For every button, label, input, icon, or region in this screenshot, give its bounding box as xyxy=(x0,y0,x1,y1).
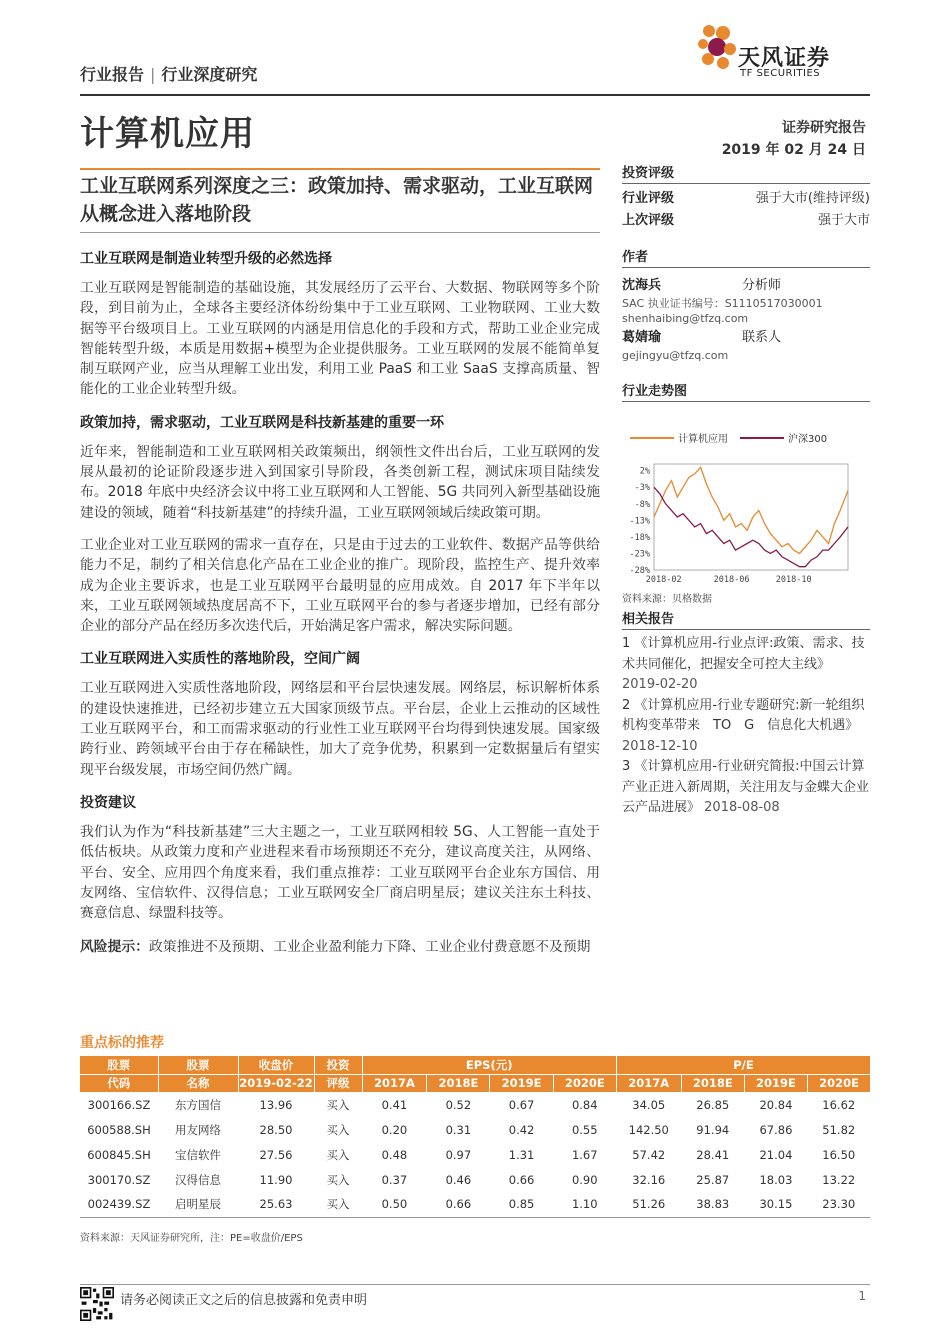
report-type: 证券研究报告 xyxy=(782,120,866,136)
table-row xyxy=(80,1117,870,1142)
table-header-cell: EPS(元) xyxy=(362,1056,616,1074)
footer-disclaimer[interactable]: 请务必阅读正文之后的信息披露和免责申明 xyxy=(120,1293,368,1308)
side-divider xyxy=(622,629,870,630)
risk-warning xyxy=(80,937,600,957)
table-cell: 300170.SZ xyxy=(87,1172,151,1187)
risk-text: 政策推进不及预期、工业企业盈利能力下降、工业企业付费意愿不及预期 xyxy=(148,939,591,956)
x-tick-label: 2018-10 xyxy=(775,575,812,585)
table-header-cell: 股票 xyxy=(158,1056,238,1074)
section-heading: 工业互联网进入实质性的落地阶段，空间广阔 xyxy=(80,651,360,668)
title-divider xyxy=(80,232,600,233)
table-header-row xyxy=(80,1074,870,1092)
table-cell: 0.41 xyxy=(381,1097,408,1112)
table-cell: 买入 xyxy=(314,1192,362,1217)
section-heading: 工业互联网是制造业转型升级的必然选择 xyxy=(80,251,332,267)
chart-source: 资料来源：贝格数据 xyxy=(622,594,712,605)
table-cell: 16.62 xyxy=(822,1097,856,1112)
y-tick-label: -18% xyxy=(629,532,650,543)
table-header-row xyxy=(80,1056,870,1074)
table-cell: 27.56 xyxy=(259,1147,293,1162)
table-cell: 启明星辰 xyxy=(158,1192,238,1217)
table-cell: 23.30 xyxy=(808,1192,870,1217)
table-cell: 28.41 xyxy=(696,1147,730,1162)
section-heading: 政策加持，需求驱动，工业互联网是科技新基建的重要一环 xyxy=(80,414,444,431)
table-header-cell: 股票 xyxy=(80,1056,158,1074)
table-cell: 1.67 xyxy=(571,1147,598,1162)
table-cell: 13.22 xyxy=(822,1172,856,1187)
trend-heading: 行业走势图 xyxy=(622,384,688,399)
breadcrumb-separator: | xyxy=(150,65,156,84)
y-tick-label: -13% xyxy=(629,516,650,527)
table-cell: 26.85 xyxy=(696,1097,730,1112)
section xyxy=(80,792,600,923)
section xyxy=(80,248,600,400)
author-name: 沈海兵 xyxy=(622,278,662,293)
section xyxy=(80,412,600,637)
page-number: 1 xyxy=(858,1289,866,1303)
logo-subtitle: TF SECURITIES xyxy=(740,68,821,79)
table-cell: 600845.SH xyxy=(87,1147,151,1162)
side-divider xyxy=(622,401,870,402)
table-cell: 18.03 xyxy=(759,1172,793,1187)
table-cell: 0.42 xyxy=(508,1122,535,1137)
table-cell: 0.37 xyxy=(381,1172,408,1187)
side-divider xyxy=(622,267,870,268)
table-cell: 25.63 xyxy=(238,1192,314,1217)
table-cell: 用友网络 xyxy=(175,1122,221,1137)
table-row xyxy=(80,1192,870,1217)
author-row xyxy=(622,276,870,296)
breadcrumb xyxy=(80,62,257,85)
breadcrumb-item: 行业深度研究 xyxy=(161,65,258,84)
y-tick-label: -28% xyxy=(629,566,650,576)
legend-label: 沪深300 xyxy=(788,434,828,445)
y-tick-label: -8% xyxy=(634,499,650,510)
table-header-cell: 投资 xyxy=(314,1056,362,1074)
table-cell: 0.66 xyxy=(508,1172,535,1187)
series-line-computer-app xyxy=(654,467,848,553)
table-header-cell: 2019E xyxy=(744,1074,807,1092)
logo-name: 天风证券 xyxy=(738,46,831,71)
table-header-cell: 2018E xyxy=(427,1074,490,1092)
table-header-cell: 2018E xyxy=(681,1074,744,1092)
table-cell: 买入 xyxy=(326,1147,350,1162)
trend-block xyxy=(622,380,870,605)
footer-divider xyxy=(80,1284,870,1285)
table-cell: 28.50 xyxy=(259,1122,293,1137)
rating-key: 上次评级 xyxy=(622,213,675,228)
x-tick-label: 2018-02 xyxy=(645,575,682,585)
related-report-item[interactable] xyxy=(622,696,870,758)
rating-block xyxy=(622,162,870,232)
table-cell: 东方国信 xyxy=(175,1097,221,1112)
table-cell: 买入 xyxy=(326,1122,350,1137)
related-report-title: 3 《计算机应用-行业研究简报:中国云计算产业正进入新周期，关注用友与金蝶大企业云产品进展》 xyxy=(622,759,870,815)
table-cell: 0.50 xyxy=(362,1192,427,1217)
table-cell: 1.10 xyxy=(553,1192,616,1217)
table-header-cell: 2020E xyxy=(553,1074,616,1092)
table-cell: 51.26 xyxy=(616,1192,681,1217)
table-cell: 300166.SZ xyxy=(87,1097,151,1112)
report-title: 工业互联网系列深度之三：政策加持、需求驱动，工业互联网从概念进入落地阶段 xyxy=(80,175,594,225)
qr-code-icon[interactable] xyxy=(80,1287,114,1321)
table-cell: 13.96 xyxy=(259,1097,293,1112)
table-cell: 0.48 xyxy=(381,1147,408,1162)
y-tick-label: -3% xyxy=(634,483,650,494)
table-cell: 0.52 xyxy=(445,1097,472,1112)
table-row xyxy=(80,1092,870,1117)
table-header-cell: 收盘价 xyxy=(238,1056,314,1074)
side-divider xyxy=(622,183,870,184)
y-tick-label: 2% xyxy=(639,466,650,477)
table-cell: 21.04 xyxy=(759,1147,793,1162)
paragraph: 工业互联网是智能制造的基础设施，其发展经历了云平台、大数据、物联网等多个阶段，到目前为止，全球各主要经济体纷纷集中于工业互联网、工业物联网、工业大数据等平台级项目上。工业互联网的内涵是用信息化的手段和方式，帮助工业企业完成智能转型升级，本质是用数据+模型为企业提供服务。工业互联网的发展不能简单复制互联网产业，应当从理解工业出发，利用工业 PaaS 和工业 SaaS 支撑高质量、智能化的工业企业转型升级。 xyxy=(80,280,600,398)
table-cell: 91.94 xyxy=(696,1122,730,1137)
page-title: 计算机应用 xyxy=(80,114,255,154)
related-report-date: 2018-12-10 xyxy=(622,738,698,754)
table-header-cell: 2019-02-22 xyxy=(238,1074,314,1092)
risk-label: 风险提示： xyxy=(80,939,149,956)
table-cell: 买入 xyxy=(326,1172,350,1187)
paragraph: 工业企业对工业互联网的需求一直存在，只是由于过去的工业软件、数据产品等供给能力不足，制约了相关信息化产品在工业企业的推广。现阶段，监控生产、提升效率成为企业主要诉求，也是工业互联网平台最明显的应用成效。自 2017 年下半年以来，工业互联网领域热度居高不下，工业互联网平台的参与者逐步增加，已经有部分企业的部分产品在经历多次迭代后，开始满足客户需求，解决实际问题。 xyxy=(80,536,600,635)
rating-heading: 投资评级 xyxy=(622,166,675,181)
paragraph: 近年来，智能制造和工业互联网相关政策频出，纲领性文件出台后，工业互联网的发展从最初的论证阶段逐步进入到国家引导阶段，各类创新工程，测试床项目陆续发布。2018 年底中央经济会议中将工业互联网和人工智能、5G 共同列入新型基础设施建设的领域，随着“科技新基建”的持续升温，工业互联网领域后续政策可期。 xyxy=(80,443,600,521)
y-tick-label: -23% xyxy=(629,549,650,560)
table-cell: 0.97 xyxy=(445,1147,472,1162)
table-header-cell: 评级 xyxy=(314,1074,362,1092)
table-cell: 0.31 xyxy=(445,1122,472,1137)
table-cell: 38.83 xyxy=(681,1192,744,1217)
author-cert: SAC 执业证书编号：S1110517030001 xyxy=(622,297,823,310)
rec-table-title: 重点标的推荐 xyxy=(80,1035,164,1051)
table-cell: 142.50 xyxy=(628,1122,669,1137)
rec-table xyxy=(80,1056,870,1218)
table-source: 资料来源：天风证券研究所，注：PE=收盘价/EPS xyxy=(80,1233,303,1244)
rating-row xyxy=(622,210,870,232)
series-line-hs300 xyxy=(654,487,848,567)
table-cell: 0.90 xyxy=(571,1172,598,1187)
table-cell: 0.46 xyxy=(445,1172,472,1187)
table-header-cell: 2017A xyxy=(362,1074,427,1092)
table-header-cell: 2020E xyxy=(808,1074,870,1092)
main-content xyxy=(80,248,600,970)
table-cell: 1.31 xyxy=(508,1147,535,1162)
table-header-cell: 2019E xyxy=(490,1074,553,1092)
table-cell: 买入 xyxy=(326,1097,350,1112)
table-header-cell: 代码 xyxy=(80,1074,158,1092)
table-cell: 0.55 xyxy=(571,1122,598,1137)
author-email[interactable]: gejingyu@tfzq.com xyxy=(622,349,729,362)
table-header-cell: 2017A xyxy=(616,1074,681,1092)
table-cell: 0.84 xyxy=(571,1097,598,1112)
table-cell: 0.85 xyxy=(490,1192,553,1217)
author-name: 葛婧瑜 xyxy=(622,330,662,345)
table-cell: 51.82 xyxy=(822,1122,856,1137)
table-cell: 002439.SZ xyxy=(80,1192,158,1217)
table-row xyxy=(80,1142,870,1167)
table-cell: 11.90 xyxy=(259,1172,293,1187)
table-cell: 0.66 xyxy=(427,1192,490,1217)
paragraph: 我们认为作为“科技新基建”三大主题之一，工业互联网相较 5G、人工智能一直处于低估板块。从政策力度和产业进程来看市场预期还不充分，建议高度关注，从网络、平台、安全、应用四个角度来看，我们重点推荐：工业互联网平台企业东方国信、用友网络、宝信软件、汉得信息；工业互联网安全厂商启明星辰；建议关注东土科技、赛意信息、绿盟科技等。 xyxy=(80,823,600,922)
table-cell: 汉得信息 xyxy=(175,1172,221,1187)
rating-row xyxy=(622,188,870,210)
table-cell: 600588.SH xyxy=(87,1122,151,1137)
section xyxy=(80,648,600,779)
authors-block xyxy=(622,246,870,363)
table-header-cell: 名称 xyxy=(158,1074,238,1092)
author-row xyxy=(622,328,870,348)
legend-label: 计算机应用 xyxy=(678,434,728,445)
header-divider xyxy=(80,94,870,96)
author-email[interactable]: shenhaibing@tfzq.com xyxy=(622,312,749,325)
table-cell: 67.86 xyxy=(759,1122,793,1137)
table-row xyxy=(80,1167,870,1192)
title-accent-line xyxy=(80,168,600,170)
table-cell: 20.84 xyxy=(759,1097,793,1112)
related-report-item[interactable] xyxy=(622,757,870,819)
related-report-title: 1 《计算机应用-行业点评:政策、需求、技术共同催化，把握安全可控大主线》 xyxy=(622,636,865,672)
rating-key: 行业评级 xyxy=(622,191,675,206)
related-report-title: 2 《计算机应用-行业专题研究:新一轮组织机构变革带来 TO G 信息化大机遇》 xyxy=(622,697,865,733)
paragraph: 工业互联网进入实质性落地阶段，网络层和平台层快速发展。网络层，标识解析体系的建设快速推进，已经初步建立五大国家顶级节点。平台层，企业上云推动的区域性工业互联网平台，和工而需求驱动的行业性工业互联网平台均得到快速发展。国家级跨行业、跨领域平台由于存在稀缺性，加大了竞争优势，积累到一定数据量后有望实现平台级发展，市场空间仍然广阔。 xyxy=(80,680,600,778)
author-role: 分析师 xyxy=(742,278,782,293)
table-cell: 57.42 xyxy=(632,1147,666,1162)
table-cell: 32.16 xyxy=(632,1172,666,1187)
table-cell: 宝信软件 xyxy=(175,1147,221,1162)
table-cell: 16.50 xyxy=(822,1147,856,1162)
authors-heading: 作者 xyxy=(622,250,649,265)
breadcrumb-item: 行业报告 xyxy=(80,65,145,84)
report-date: 2019 年 02 月 24 日 xyxy=(721,142,866,158)
related-report-item[interactable] xyxy=(622,634,870,696)
trend-chart xyxy=(622,406,870,586)
table-cell: 25.87 xyxy=(696,1172,730,1187)
rating-value: 强于大市(维持评级) xyxy=(755,191,870,206)
section-heading: 投资建议 xyxy=(80,794,136,811)
related-block xyxy=(622,608,870,819)
x-tick-label: 2018-06 xyxy=(713,575,750,585)
author-role: 联系人 xyxy=(742,330,782,345)
table-cell: 34.05 xyxy=(632,1097,666,1112)
related-report-date: 2018-08-08 xyxy=(704,800,780,815)
table-cell: 0.67 xyxy=(508,1097,535,1112)
rating-value: 强于大市 xyxy=(817,213,870,228)
related-report-date: 2019-02-20 xyxy=(622,677,698,692)
table-cell: 0.20 xyxy=(381,1122,408,1137)
table-cell: 30.15 xyxy=(744,1192,807,1217)
table-header-cell: P/E xyxy=(616,1056,870,1074)
related-heading: 相关报告 xyxy=(622,612,675,627)
